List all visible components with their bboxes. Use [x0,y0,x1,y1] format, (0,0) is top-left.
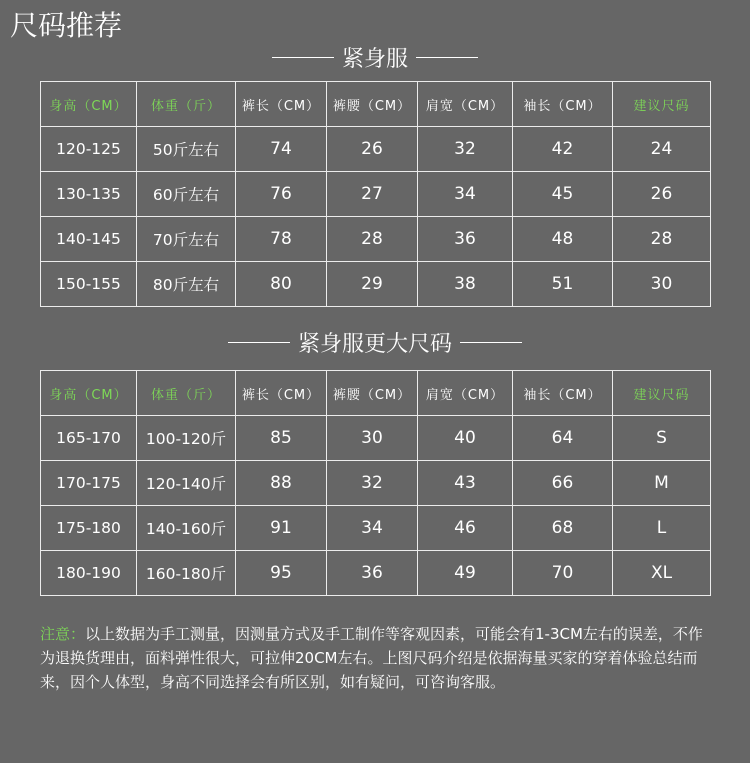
cell-weight: 60斤左右 [137,172,236,217]
size-table-tight [40,81,711,307]
cell-height: 175-180 [41,506,137,551]
header-shoulder: 肩宽（CM） [418,371,513,416]
cell-height: 180-190 [41,551,137,596]
cell-waist: 28 [327,217,418,262]
title-rule-right [416,57,478,58]
size-note [40,622,710,694]
header-pants-length: 裤长（CM） [236,82,327,127]
cell-size: XL [613,551,711,596]
header-pants-length: 裤长（CM） [236,371,327,416]
cell-shoulder: 32 [418,127,513,172]
table-row [41,506,711,551]
cell-shoulder: 43 [418,461,513,506]
cell-size: S [613,416,711,461]
cell-height: 140-145 [41,217,137,262]
cell-sleeve: 64 [513,416,613,461]
cell-weight: 100-120斤 [137,416,236,461]
section-title-text: 紧身服 [341,46,408,72]
cell-waist: 26 [327,127,418,172]
cell-weight: 140-160斤 [137,506,236,551]
title-rule-right [460,342,522,343]
cell-shoulder: 40 [418,416,513,461]
cell-weight: 70斤左右 [137,217,236,262]
cell-waist: 30 [327,416,418,461]
header-shoulder: 肩宽（CM） [418,82,513,127]
cell-sleeve: 48 [513,217,613,262]
cell-sleeve: 42 [513,127,613,172]
cell-size: 30 [613,262,711,307]
page-title: 尺码推荐 [10,9,123,42]
table-row [41,262,711,307]
cell-sleeve: 68 [513,506,613,551]
cell-pants-length: 85 [236,416,327,461]
cell-sleeve: 66 [513,461,613,506]
title-rule-left [272,57,334,58]
section-title-plus-size [0,325,750,359]
cell-shoulder: 36 [418,217,513,262]
cell-size: M [613,461,711,506]
cell-height: 165-170 [41,416,137,461]
table-row [41,416,711,461]
cell-pants-length: 88 [236,461,327,506]
cell-height: 170-175 [41,461,137,506]
cell-pants-length: 95 [236,551,327,596]
header-sleeve: 袖长（CM） [513,371,613,416]
cell-pants-length: 91 [236,506,327,551]
table-row [41,127,711,172]
cell-shoulder: 49 [418,551,513,596]
cell-height: 130-135 [41,172,137,217]
cell-size: 24 [613,127,711,172]
cell-weight: 160-180斤 [137,551,236,596]
size-table-plus-size [40,370,711,596]
cell-shoulder: 34 [418,172,513,217]
cell-waist: 27 [327,172,418,217]
cell-height: 120-125 [41,127,137,172]
header-weight: 体重（斤） [137,371,236,416]
header-waist: 裤腰（CM） [327,82,418,127]
cell-sleeve: 70 [513,551,613,596]
cell-size: 28 [613,217,711,262]
header-waist: 裤腰（CM） [327,371,418,416]
title-rule-left [228,342,290,343]
table-header-row [41,82,711,127]
header-height: 身高（CM） [41,371,137,416]
cell-height: 150-155 [41,262,137,307]
cell-shoulder: 46 [418,506,513,551]
cell-weight: 80斤左右 [137,262,236,307]
section-title-tight [0,40,750,74]
cell-size: L [613,506,711,551]
cell-pants-length: 74 [236,127,327,172]
note-label: 注意： [40,625,86,643]
header-recommended-size: 建议尺码 [613,82,711,127]
cell-pants-length: 76 [236,172,327,217]
cell-sleeve: 51 [513,262,613,307]
header-recommended-size: 建议尺码 [613,371,711,416]
note-text: 以上数据为手工测量，因测量方式及手工制作等客观因素，可能会有1-3CM左右的误差，不作为退换货理由，面料弹性很大，可拉伸20CM左右。上图尺码介绍是依据海量买家的穿着体验总结而来，因个人体型，身高不同选择会有所区别，如有疑问，可咨询客服。 [40,625,703,691]
table-row [41,217,711,262]
cell-waist: 32 [327,461,418,506]
cell-waist: 34 [327,506,418,551]
cell-waist: 36 [327,551,418,596]
section-title-text: 紧身服更大尺码 [297,331,452,357]
table-header-row [41,371,711,416]
table-row [41,172,711,217]
cell-size: 26 [613,172,711,217]
cell-weight: 50斤左右 [137,127,236,172]
cell-weight: 120-140斤 [137,461,236,506]
cell-pants-length: 78 [236,217,327,262]
header-weight: 体重（斤） [137,82,236,127]
header-sleeve: 袖长（CM） [513,82,613,127]
cell-shoulder: 38 [418,262,513,307]
header-height: 身高（CM） [41,82,137,127]
table-row [41,461,711,506]
cell-sleeve: 45 [513,172,613,217]
table-row [41,551,711,596]
cell-waist: 29 [327,262,418,307]
cell-pants-length: 80 [236,262,327,307]
